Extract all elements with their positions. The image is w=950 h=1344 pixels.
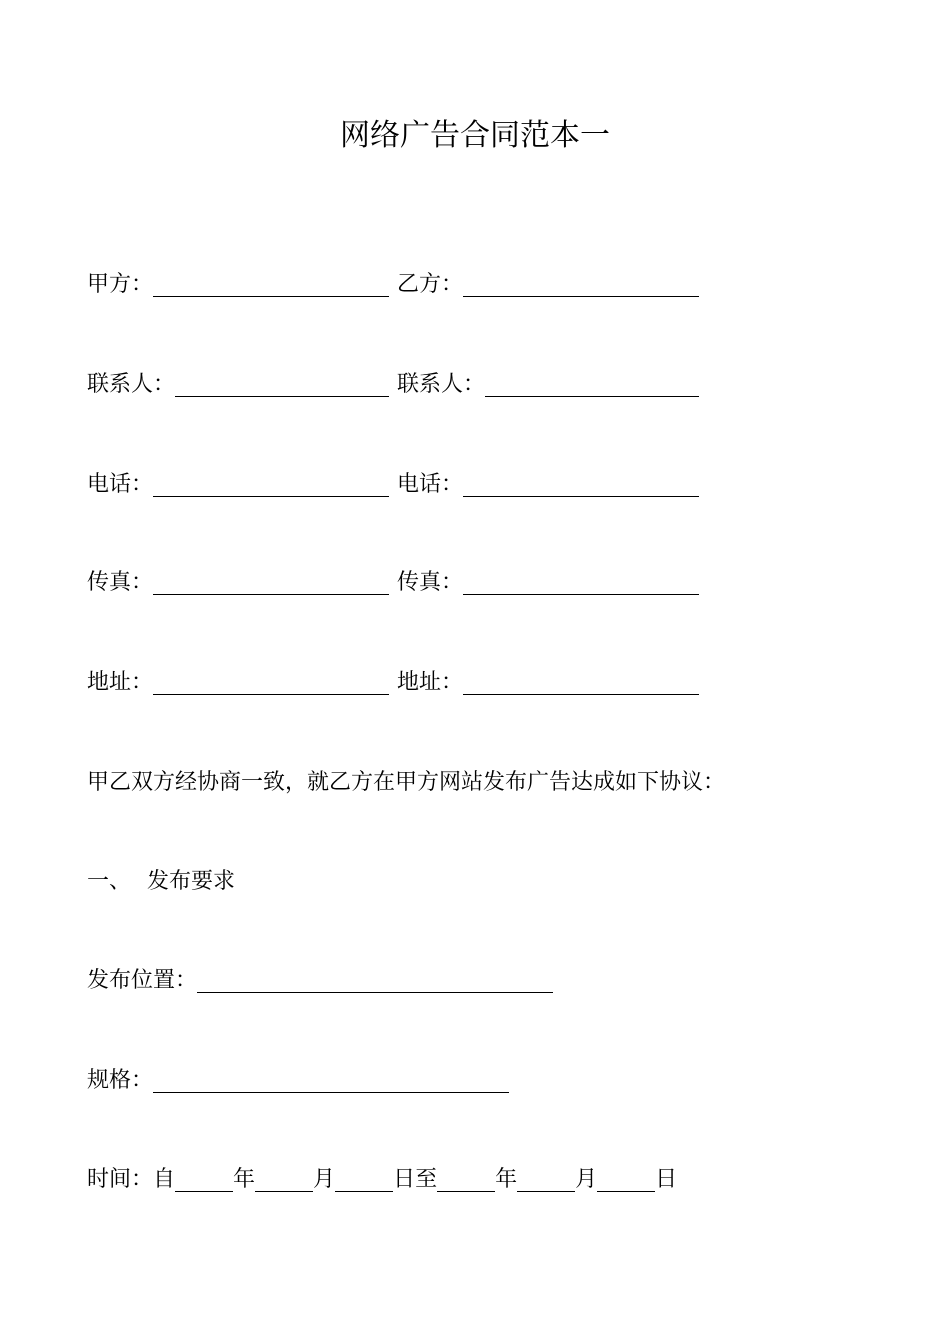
time-month2: 月 bbox=[575, 1167, 598, 1192]
party-b-address-blank[interactable] bbox=[463, 672, 699, 695]
party-row-address bbox=[87, 668, 699, 698]
position-label: 发布位置： bbox=[87, 968, 198, 993]
party-a-address-blank[interactable] bbox=[153, 672, 389, 695]
time-label: 时间： bbox=[87, 1167, 154, 1192]
position-blank[interactable] bbox=[197, 970, 553, 993]
party-a-blank[interactable] bbox=[153, 274, 389, 297]
start-year-blank[interactable] bbox=[175, 1169, 233, 1192]
party-a-contact-label: 联系人： bbox=[87, 372, 176, 397]
section-title: 发布要求 bbox=[147, 869, 236, 894]
party-b-blank[interactable] bbox=[463, 274, 699, 297]
time-from: 自 bbox=[153, 1167, 176, 1192]
party-b-contact-blank[interactable] bbox=[485, 374, 699, 397]
party-row-fax bbox=[87, 568, 699, 598]
spec-blank[interactable] bbox=[153, 1070, 509, 1093]
section-number: 一、 bbox=[87, 869, 132, 894]
document-title: 网络广告合同范本一 bbox=[340, 118, 610, 153]
section-heading bbox=[87, 867, 235, 897]
spec-row bbox=[87, 1066, 509, 1096]
start-month-blank[interactable] bbox=[255, 1169, 313, 1192]
start-day-blank[interactable] bbox=[335, 1169, 393, 1192]
party-b-label: 乙方： bbox=[397, 272, 464, 297]
end-year-blank[interactable] bbox=[437, 1169, 495, 1192]
party-row-name bbox=[87, 270, 699, 300]
party-b-fax-label: 传真： bbox=[397, 570, 464, 595]
time-year2: 年 bbox=[495, 1167, 518, 1192]
party-b-address-label: 地址： bbox=[397, 670, 464, 695]
time-year1: 年 bbox=[233, 1167, 256, 1192]
party-a-contact-blank[interactable] bbox=[175, 374, 389, 397]
party-a-phone-blank[interactable] bbox=[153, 474, 389, 497]
party-a-phone-label: 电话： bbox=[87, 472, 154, 497]
end-month-blank[interactable] bbox=[517, 1169, 575, 1192]
party-row-phone bbox=[87, 470, 699, 500]
party-b-fax-blank[interactable] bbox=[463, 572, 699, 595]
party-row-contact bbox=[87, 370, 699, 400]
time-day2: 日 bbox=[655, 1167, 678, 1192]
intro-paragraph: 甲乙双方经协商一致，就乙方在甲方网站发布广告达成如下协议： bbox=[87, 770, 726, 795]
time-day1-to: 日至 bbox=[393, 1167, 438, 1192]
party-b-phone-label: 电话： bbox=[397, 472, 464, 497]
party-b-contact-label: 联系人： bbox=[397, 372, 486, 397]
party-a-fax-blank[interactable] bbox=[153, 572, 389, 595]
spec-label: 规格： bbox=[87, 1068, 154, 1093]
party-a-address-label: 地址： bbox=[87, 670, 154, 695]
end-day-blank[interactable] bbox=[597, 1169, 655, 1192]
party-a-fax-label: 传真： bbox=[87, 570, 154, 595]
time-row bbox=[87, 1165, 677, 1195]
party-b-phone-blank[interactable] bbox=[463, 474, 699, 497]
position-row bbox=[87, 966, 553, 996]
party-a-label: 甲方： bbox=[87, 272, 154, 297]
time-month1: 月 bbox=[313, 1167, 336, 1192]
